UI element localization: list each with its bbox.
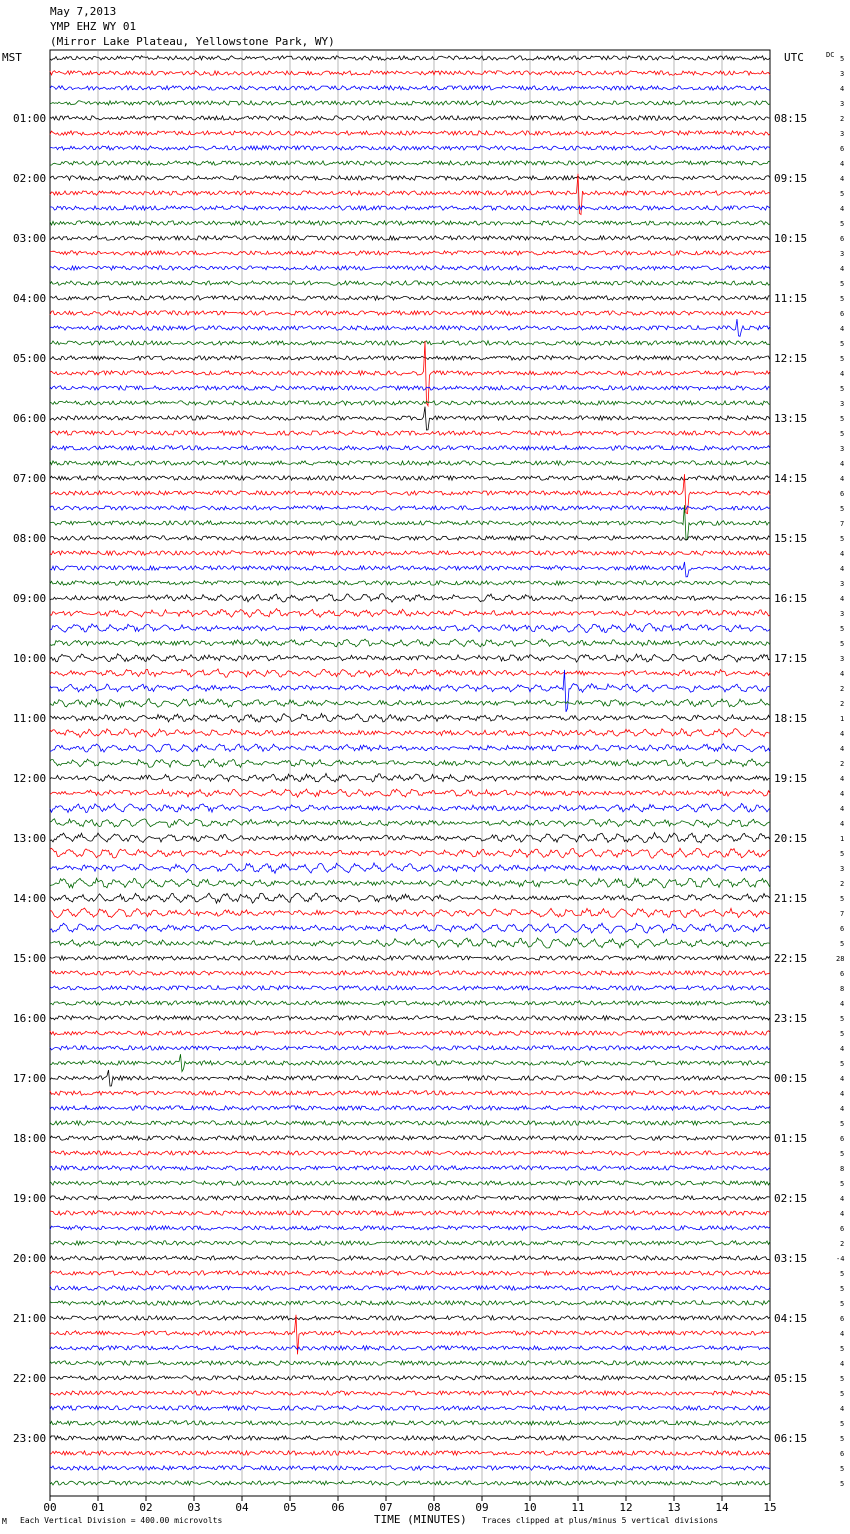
trace-line bbox=[50, 744, 770, 752]
trace-line bbox=[50, 551, 770, 555]
x-tick-label: 03 bbox=[187, 1501, 201, 1514]
dc-offset-label: 5 bbox=[840, 625, 845, 633]
dc-offset-label: 4 bbox=[840, 265, 845, 273]
left-hour-label: 05:00 bbox=[13, 352, 47, 365]
trace-line bbox=[50, 562, 770, 577]
trace-line bbox=[50, 56, 770, 60]
dc-offset-label: 5 bbox=[840, 535, 845, 543]
left-hour-label: 14:00 bbox=[13, 892, 47, 905]
trace-line bbox=[50, 908, 770, 918]
dc-offset-label: 5 bbox=[840, 1150, 845, 1158]
left-hour-label: 04:00 bbox=[13, 292, 47, 305]
dc-offset-label: 4 bbox=[840, 730, 845, 738]
dc-offset-label: 3 bbox=[840, 400, 845, 408]
trace-line bbox=[50, 759, 770, 768]
left-hour-label: 07:00 bbox=[13, 472, 47, 485]
dc-offset-label: 3 bbox=[840, 865, 845, 873]
trace-line bbox=[50, 1256, 770, 1260]
dc-offset-label: 5 bbox=[840, 1285, 845, 1293]
x-tick-label: 10 bbox=[523, 1501, 537, 1514]
left-hour-label: 01:00 bbox=[13, 112, 47, 125]
dc-offset-label: 5 bbox=[840, 1180, 845, 1188]
dc-offset-label: 5 bbox=[840, 220, 845, 228]
trace-line bbox=[50, 319, 770, 336]
left-hour-label: 21:00 bbox=[13, 1312, 47, 1325]
left-hour-label: 18:00 bbox=[13, 1132, 47, 1145]
x-axis-label: TIME (MINUTES) bbox=[374, 1513, 467, 1526]
trace-line bbox=[50, 461, 770, 465]
dc-offset-label: 4 bbox=[840, 1330, 845, 1338]
trace-line bbox=[50, 386, 770, 390]
trace-line bbox=[50, 1271, 770, 1275]
traces bbox=[50, 56, 770, 1485]
header-date: May 7,2013 bbox=[50, 5, 117, 18]
trace-line bbox=[50, 581, 770, 585]
dc-offset-label: 4 bbox=[840, 325, 845, 333]
trace-line bbox=[50, 1196, 770, 1200]
dc-offset-label: 3 bbox=[840, 610, 845, 618]
x-tick-label: 08 bbox=[427, 1501, 441, 1514]
trace-line bbox=[50, 594, 770, 602]
dc-offset-label: 3 bbox=[840, 70, 845, 78]
right-hour-label: 18:15 bbox=[774, 712, 808, 725]
left-hour-label: 10:00 bbox=[13, 652, 47, 665]
dc-offset-label: 5 bbox=[840, 1390, 845, 1398]
dc-offset-label: 4 bbox=[840, 205, 845, 213]
trace-line bbox=[50, 893, 770, 903]
trace-line bbox=[50, 311, 770, 315]
dc-offset-label: 3 bbox=[840, 655, 845, 663]
trace-line bbox=[50, 624, 770, 633]
dc-offset-label: 6 bbox=[840, 1135, 845, 1143]
trace-line bbox=[50, 1376, 770, 1380]
dc-offset-label: 4 bbox=[840, 1075, 845, 1083]
dc-offset-label: 4 bbox=[840, 1105, 845, 1113]
trace-line bbox=[50, 1211, 770, 1215]
dc-offset-label: 5 bbox=[840, 940, 845, 948]
trace-line bbox=[50, 1070, 770, 1086]
trace-line bbox=[50, 804, 770, 813]
x-tick-label: 00 bbox=[43, 1501, 57, 1514]
footer-left: Each Vertical Division = 400.00 microvolts bbox=[20, 1516, 223, 1525]
trace-line bbox=[50, 176, 770, 180]
trace-line bbox=[50, 863, 770, 873]
dc-offset-label: 6 bbox=[840, 925, 845, 933]
dc-offset-label: 4 bbox=[840, 1210, 845, 1218]
dc-offset-label: 5 bbox=[840, 1015, 845, 1023]
x-tick-label: 05 bbox=[283, 1501, 297, 1514]
x-tick-label: 15 bbox=[763, 1501, 777, 1514]
trace-line bbox=[50, 1136, 770, 1140]
dc-offset-label: 6 bbox=[840, 310, 845, 318]
dc-offset-label: 5 bbox=[840, 850, 845, 858]
trace-line bbox=[50, 654, 770, 662]
left-hour-label: 06:00 bbox=[13, 412, 47, 425]
trace-line bbox=[50, 1106, 770, 1110]
x-tick-label: 11 bbox=[571, 1501, 585, 1514]
dc-offset-label: 4 bbox=[840, 820, 845, 828]
trace-line bbox=[50, 670, 770, 712]
dc-offset-label: 7 bbox=[840, 910, 845, 918]
trace-line bbox=[50, 71, 770, 75]
trace-line bbox=[50, 1226, 770, 1230]
trace-line bbox=[50, 431, 770, 435]
trace-line bbox=[50, 938, 770, 948]
dc-offset-label: 5 bbox=[840, 1270, 845, 1278]
right-hour-labels bbox=[774, 112, 807, 1445]
trace-line bbox=[50, 356, 770, 360]
x-axis-ticks bbox=[43, 1496, 776, 1514]
left-hour-label: 02:00 bbox=[13, 172, 47, 185]
trace-line bbox=[50, 341, 770, 345]
right-hour-label: 23:15 bbox=[774, 1012, 808, 1025]
dc-offset-label: -4 bbox=[836, 1255, 845, 1263]
dc-offset-label: 2 bbox=[840, 880, 845, 888]
trace-line bbox=[50, 251, 770, 255]
dc-offset-label: 5 bbox=[840, 1300, 845, 1308]
trace-line bbox=[50, 1181, 770, 1185]
trace-line bbox=[50, 833, 770, 843]
right-hour-label: 15:15 bbox=[774, 532, 808, 545]
dc-offset-label: 3 bbox=[840, 580, 845, 588]
dc-label: DC bbox=[826, 51, 835, 59]
x-tick-label: 04 bbox=[235, 1501, 249, 1514]
right-hour-label: 20:15 bbox=[774, 832, 808, 845]
x-tick-label: 02 bbox=[139, 1501, 153, 1514]
dc-offset-label: 5 bbox=[840, 640, 845, 648]
dc-offset-label: 4 bbox=[840, 1405, 845, 1413]
trace-line bbox=[50, 341, 770, 406]
trace-line bbox=[50, 1406, 770, 1410]
dc-offset-label: 3 bbox=[840, 445, 845, 453]
trace-line bbox=[50, 1001, 770, 1005]
right-hour-label: 11:15 bbox=[774, 292, 808, 305]
dc-offset-label: 4 bbox=[840, 745, 845, 753]
right-zone-label: UTC bbox=[784, 51, 804, 64]
trace-line bbox=[50, 401, 770, 405]
trace-line bbox=[50, 236, 770, 240]
dc-offset-label: 3 bbox=[840, 250, 845, 258]
trace-line bbox=[50, 971, 770, 975]
trace-line bbox=[50, 146, 770, 150]
right-hour-label: 03:15 bbox=[774, 1252, 808, 1265]
dc-offset-label: 4 bbox=[840, 1195, 845, 1203]
trace-line bbox=[50, 1241, 770, 1245]
right-hour-label: 21:15 bbox=[774, 892, 808, 905]
trace-line bbox=[50, 714, 770, 723]
dc-offset-label: 5 bbox=[840, 280, 845, 288]
trace-line bbox=[50, 789, 770, 797]
trace-line bbox=[50, 1466, 770, 1470]
trace-line bbox=[50, 1151, 770, 1155]
left-hour-label: 17:00 bbox=[13, 1072, 47, 1085]
trace-line bbox=[50, 131, 770, 135]
trace-line bbox=[50, 1016, 770, 1020]
dc-offset-label: 4 bbox=[840, 790, 845, 798]
left-hour-label: 13:00 bbox=[13, 832, 47, 845]
dc-offset-label: 4 bbox=[840, 85, 845, 93]
left-hour-label: 15:00 bbox=[13, 952, 47, 965]
dc-offset-label: 4 bbox=[840, 1360, 845, 1368]
x-tick-label: 07 bbox=[379, 1501, 393, 1514]
dc-offset-label: 6 bbox=[840, 970, 845, 978]
trace-line bbox=[50, 1421, 770, 1425]
trace-line bbox=[50, 505, 770, 539]
dc-offset-label: 4 bbox=[840, 1000, 845, 1008]
dc-offset-label: 5 bbox=[840, 1420, 845, 1428]
dc-offset-label: 4 bbox=[840, 565, 845, 573]
left-hour-label: 22:00 bbox=[13, 1372, 47, 1385]
dc-offset-label: 2 bbox=[840, 700, 845, 708]
trace-line bbox=[50, 296, 770, 300]
dc-offset-label: 3 bbox=[840, 130, 845, 138]
dc-offset-labels bbox=[836, 55, 844, 1488]
trace-line bbox=[50, 1121, 770, 1125]
footer-right: Traces clipped at plus/minus 5 vertical divisions bbox=[482, 1516, 719, 1525]
dc-offset-label: 4 bbox=[840, 775, 845, 783]
dc-offset-label: 6 bbox=[840, 235, 845, 243]
left-zone-label: MST bbox=[2, 51, 22, 64]
dc-offset-label: 5 bbox=[840, 190, 845, 198]
right-hour-label: 10:15 bbox=[774, 232, 808, 245]
dc-offset-label: 5 bbox=[840, 1030, 845, 1038]
trace-line bbox=[50, 878, 770, 888]
trace-line bbox=[50, 773, 770, 782]
left-hour-label: 16:00 bbox=[13, 1012, 47, 1025]
right-hour-label: 00:15 bbox=[774, 1072, 808, 1085]
trace-line bbox=[50, 669, 770, 677]
dc-offset-label: 4 bbox=[840, 475, 845, 483]
trace-line bbox=[50, 446, 770, 450]
right-hour-label: 02:15 bbox=[774, 1192, 808, 1205]
left-hour-label: 19:00 bbox=[13, 1192, 47, 1205]
x-tick-label: 01 bbox=[91, 1501, 105, 1514]
trace-line bbox=[50, 1361, 770, 1365]
right-hour-label: 22:15 bbox=[774, 952, 808, 965]
dc-offset-label: 4 bbox=[840, 670, 845, 678]
trace-line bbox=[50, 699, 770, 708]
dc-offset-label: 5 bbox=[840, 55, 845, 63]
right-hour-label: 05:15 bbox=[774, 1372, 808, 1385]
header-station: YMP EHZ WY 01 bbox=[50, 20, 137, 33]
dc-offset-label: 4 bbox=[840, 805, 845, 813]
trace-line bbox=[50, 819, 770, 828]
dc-offset-label: 4 bbox=[840, 1045, 845, 1053]
trace-line bbox=[50, 506, 770, 510]
dc-offset-label: 5 bbox=[840, 430, 845, 438]
dc-offset-label: 3 bbox=[840, 100, 845, 108]
left-hour-label: 09:00 bbox=[13, 592, 47, 605]
dc-offset-label: 8 bbox=[840, 985, 845, 993]
trace-line bbox=[50, 1436, 770, 1440]
left-hour-label: 03:00 bbox=[13, 232, 47, 245]
dc-offset-label: 4 bbox=[840, 460, 845, 468]
dc-offset-label: 5 bbox=[840, 1060, 845, 1068]
dc-offset-label: 6 bbox=[840, 1450, 845, 1458]
dc-offset-label: 4 bbox=[840, 595, 845, 603]
left-hour-label: 11:00 bbox=[13, 712, 47, 725]
dc-offset-label: 6 bbox=[840, 490, 845, 498]
trace-line bbox=[50, 1046, 770, 1050]
right-hour-label: 16:15 bbox=[774, 592, 808, 605]
trace-line bbox=[50, 1031, 770, 1035]
trace-line bbox=[50, 1346, 770, 1350]
trace-line bbox=[50, 1316, 770, 1320]
trace-line bbox=[50, 536, 770, 540]
right-hour-label: 17:15 bbox=[774, 652, 808, 665]
dc-offset-label: 5 bbox=[840, 1345, 845, 1353]
dc-offset-label: 4 bbox=[840, 175, 845, 183]
trace-line bbox=[50, 266, 770, 270]
trace-line bbox=[50, 986, 770, 990]
dc-offset-label: 2 bbox=[840, 1240, 845, 1248]
footer-mark: M bbox=[2, 1517, 7, 1526]
dc-offset-label: 5 bbox=[840, 1120, 845, 1128]
trace-line bbox=[50, 848, 770, 858]
trace-line bbox=[50, 1166, 770, 1170]
dc-offset-label: 4 bbox=[840, 1090, 845, 1098]
trace-line bbox=[50, 407, 770, 430]
trace-line bbox=[50, 609, 770, 618]
left-hour-label: 08:00 bbox=[13, 532, 47, 545]
dc-offset-label: 5 bbox=[840, 1480, 845, 1488]
x-tick-label: 13 bbox=[667, 1501, 681, 1514]
trace-line bbox=[50, 1301, 770, 1305]
dc-offset-label: 5 bbox=[840, 1435, 845, 1443]
right-hour-label: 12:15 bbox=[774, 352, 808, 365]
left-hour-labels bbox=[13, 112, 46, 1445]
dc-offset-label: 28 bbox=[836, 955, 845, 963]
left-hour-label: 23:00 bbox=[13, 1432, 47, 1445]
dc-offset-label: 6 bbox=[840, 145, 845, 153]
dc-offset-label: 5 bbox=[840, 1375, 845, 1383]
dc-offset-label: 2 bbox=[840, 685, 845, 693]
dc-offset-label: 6 bbox=[840, 1225, 845, 1233]
trace-line bbox=[50, 1451, 770, 1455]
trace-line bbox=[50, 86, 770, 90]
trace-line bbox=[50, 1481, 770, 1485]
trace-line bbox=[50, 1091, 770, 1095]
right-hour-label: 19:15 bbox=[774, 772, 808, 785]
x-tick-label: 12 bbox=[619, 1501, 633, 1514]
trace-line bbox=[50, 161, 770, 165]
trace-line bbox=[50, 206, 770, 210]
trace-line bbox=[50, 639, 770, 647]
right-hour-label: 09:15 bbox=[774, 172, 808, 185]
dc-offset-label: 6 bbox=[840, 1315, 845, 1323]
right-hour-label: 13:15 bbox=[774, 412, 808, 425]
dc-offset-label: 5 bbox=[840, 415, 845, 423]
left-hour-label: 12:00 bbox=[13, 772, 47, 785]
trace-line bbox=[50, 101, 770, 105]
dc-offset-label: 4 bbox=[840, 550, 845, 558]
trace-line bbox=[50, 729, 770, 738]
dc-offset-label: 1 bbox=[840, 835, 845, 843]
trace-line bbox=[50, 1391, 770, 1395]
dc-offset-label: 5 bbox=[840, 295, 845, 303]
dc-offset-label: 5 bbox=[840, 895, 845, 903]
dc-offset-label: 7 bbox=[840, 520, 845, 528]
dc-offset-label: 8 bbox=[840, 1165, 845, 1173]
trace-line bbox=[50, 956, 770, 960]
x-tick-label: 14 bbox=[715, 1501, 729, 1514]
right-hour-label: 04:15 bbox=[774, 1312, 808, 1325]
trace-line bbox=[50, 1054, 770, 1071]
trace-line bbox=[50, 281, 770, 285]
right-hour-label: 01:15 bbox=[774, 1132, 808, 1145]
trace-line bbox=[50, 116, 770, 120]
dc-offset-label: 4 bbox=[840, 160, 845, 168]
dc-offset-label: 5 bbox=[840, 1465, 845, 1473]
dc-offset-label: 5 bbox=[840, 355, 845, 363]
left-hour-label: 20:00 bbox=[13, 1252, 47, 1265]
right-hour-label: 06:15 bbox=[774, 1432, 808, 1445]
trace-line bbox=[50, 476, 770, 480]
trace-line bbox=[50, 221, 770, 225]
dc-offset-label: 5 bbox=[840, 385, 845, 393]
dc-offset-label: 2 bbox=[840, 115, 845, 123]
x-tick-label: 06 bbox=[331, 1501, 345, 1514]
dc-offset-label: 1 bbox=[840, 715, 845, 723]
dc-offset-label: 5 bbox=[840, 505, 845, 513]
header-location: (Mirror Lake Plateau, Yellowstone Park, WY) bbox=[50, 35, 335, 48]
dc-offset-label: 2 bbox=[840, 760, 845, 768]
trace-line bbox=[50, 1286, 770, 1290]
right-hour-label: 08:15 bbox=[774, 112, 808, 125]
dc-offset-label: 5 bbox=[840, 340, 845, 348]
x-tick-label: 09 bbox=[475, 1501, 489, 1514]
dc-offset-label: 4 bbox=[840, 370, 845, 378]
trace-line bbox=[50, 923, 770, 933]
right-hour-label: 14:15 bbox=[774, 472, 808, 485]
